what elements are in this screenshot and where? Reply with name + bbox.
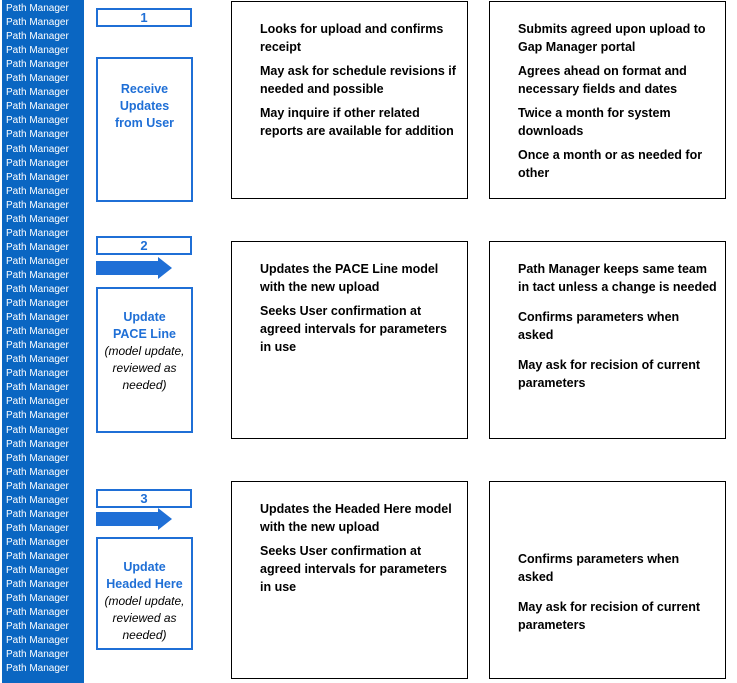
sidebar-label: Path Manager	[6, 354, 69, 366]
sidebar-label: Path Manager	[6, 663, 69, 675]
step-1-right-box	[489, 1, 726, 199]
sidebar-label: Path Manager	[6, 522, 69, 534]
sidebar-label: Path Manager	[6, 45, 69, 57]
sidebar-label: Path Manager	[6, 368, 69, 380]
right-arrow-icon	[96, 508, 174, 530]
sidebar-label: Path Manager	[6, 340, 69, 352]
step-1-middle-item: May ask for schedule revisions if needed and possible	[260, 64, 456, 96]
step-2-box	[96, 287, 193, 433]
sidebar-label: Path Manager	[6, 607, 69, 619]
sidebar-label: Path Manager	[6, 171, 69, 183]
step-1-middle-item: May inquire if other related reports are available for addition	[260, 106, 454, 138]
step-3-middle-box	[231, 481, 468, 679]
step-1-middle-box	[231, 1, 468, 199]
step-2-right-box	[489, 241, 726, 439]
sidebar-label: Path Manager	[6, 199, 69, 211]
sidebar-label: Path Manager	[6, 635, 69, 647]
sidebar-label: Path Manager	[6, 298, 69, 310]
step-3-right-box	[489, 481, 726, 679]
step-2-number: 2	[96, 236, 192, 255]
step-2-title-line: Update	[123, 310, 166, 324]
sidebar-label: Path Manager	[6, 241, 69, 253]
sidebar-label: Path Manager	[6, 312, 69, 324]
step-3-middle-item: Updates the Headed Here model with the new upload	[260, 502, 452, 534]
sidebar-label: Path Manager	[6, 129, 69, 141]
sidebar-label: Path Manager	[6, 382, 69, 394]
sidebar-label: Path Manager	[6, 396, 69, 408]
sidebar-label: Path Manager	[6, 480, 69, 492]
sidebar-label: Path Manager	[6, 579, 69, 591]
step-3-title-line: Update	[123, 560, 166, 574]
sidebar-label: Path Manager	[6, 101, 69, 113]
sidebar-label: Path Manager	[6, 59, 69, 71]
sidebar-label: Path Manager	[6, 565, 69, 576]
sidebar-label: Path Manager	[6, 424, 69, 436]
step-2-note-line: needed)	[122, 378, 167, 392]
sidebar-label: Path Manager	[6, 649, 69, 661]
step-2-title-line: PACE Line	[113, 327, 176, 341]
step-3-middle-item: Seeks User confirmation at agreed intervals for parameters in use	[260, 544, 447, 594]
sidebar-label: Path Manager	[6, 87, 69, 99]
step-1-right-item: Twice a month for system downloads	[518, 106, 671, 138]
step-3-right-item: Confirms parameters when asked	[518, 552, 680, 584]
sidebar-label: Path Manager	[6, 438, 69, 450]
sidebar-label: Path Manager	[6, 143, 69, 155]
step-1-right-item: Agrees ahead on format and necessary fields and dates	[518, 64, 687, 96]
sidebar-label: Path Manager	[6, 213, 69, 225]
step-2-right-item: Path Manager keeps same team in tact unless a change is needed	[518, 262, 717, 294]
sidebar-label: Path Manager	[6, 269, 69, 281]
sidebar-label: Path Manager	[6, 326, 69, 338]
sidebar-label: Path Manager	[6, 593, 69, 605]
step-3-note-line: reviewed as	[112, 611, 177, 625]
step-1-right-item: Submits agreed upon upload to Gap Manager portal	[518, 22, 706, 54]
step-3-title-line: Headed Here	[106, 577, 183, 591]
sidebar-label: Path Manager	[6, 73, 69, 85]
sidebar-label: Path Manager	[6, 494, 69, 506]
step-3-box	[96, 537, 193, 650]
sidebar-label: Path Manager	[6, 227, 69, 239]
step-1-title-line: Updates	[119, 99, 170, 113]
step-2-middle-box	[231, 241, 468, 439]
step-2-note-line: reviewed as	[112, 361, 177, 375]
step-2-right-item: May ask for recision of current parameters	[518, 358, 701, 390]
step-2-note-line: (model update,	[104, 344, 185, 358]
step-1-right-item: Once a month or as needed for other	[518, 148, 703, 180]
step-1-title-line: Receive	[120, 82, 169, 96]
sidebar-label: Path Manager	[6, 284, 69, 295]
step-3-number: 3	[96, 489, 192, 508]
sidebar-label: Path Manager	[6, 115, 69, 127]
step-1-box	[96, 57, 193, 202]
step-1-middle-item: Looks for upload and confirms receipt	[260, 22, 444, 54]
step-1-title-line: from User	[114, 116, 175, 130]
sidebar-label: Path Manager	[6, 410, 69, 422]
sidebar-label: Path Manager	[6, 157, 69, 169]
sidebar-label: Path Manager	[6, 466, 69, 478]
step-1-number: 1	[96, 8, 192, 27]
sidebar-label: Path Manager	[6, 185, 69, 197]
sidebar-label: Path Manager	[6, 536, 69, 548]
step-2-middle-item: Updates the PACE Line model with the new upload	[260, 262, 439, 294]
sidebar-label: Path Manager	[6, 255, 69, 267]
sidebar-label: Path Manager	[6, 508, 69, 520]
step-3-note-line: (model update,	[104, 594, 185, 608]
sidebar-label: Path Manager	[6, 621, 69, 633]
sidebar	[2, 0, 84, 683]
sidebar-label: Path Manager	[6, 17, 69, 29]
right-arrow-icon	[96, 257, 174, 279]
sidebar-label: Path Manager	[6, 3, 69, 14]
step-3-note-line: needed)	[122, 628, 167, 642]
step-3-right-item: May ask for recision of current parameters	[518, 600, 701, 632]
sidebar-label: Path Manager	[6, 550, 69, 562]
step-2-middle-item: Seeks User confirmation at agreed intervals for parameters in use	[260, 304, 447, 354]
step-2-right-item: Confirms parameters when asked	[518, 310, 680, 342]
sidebar-label: Path Manager	[6, 31, 69, 43]
sidebar-label: Path Manager	[6, 452, 69, 464]
